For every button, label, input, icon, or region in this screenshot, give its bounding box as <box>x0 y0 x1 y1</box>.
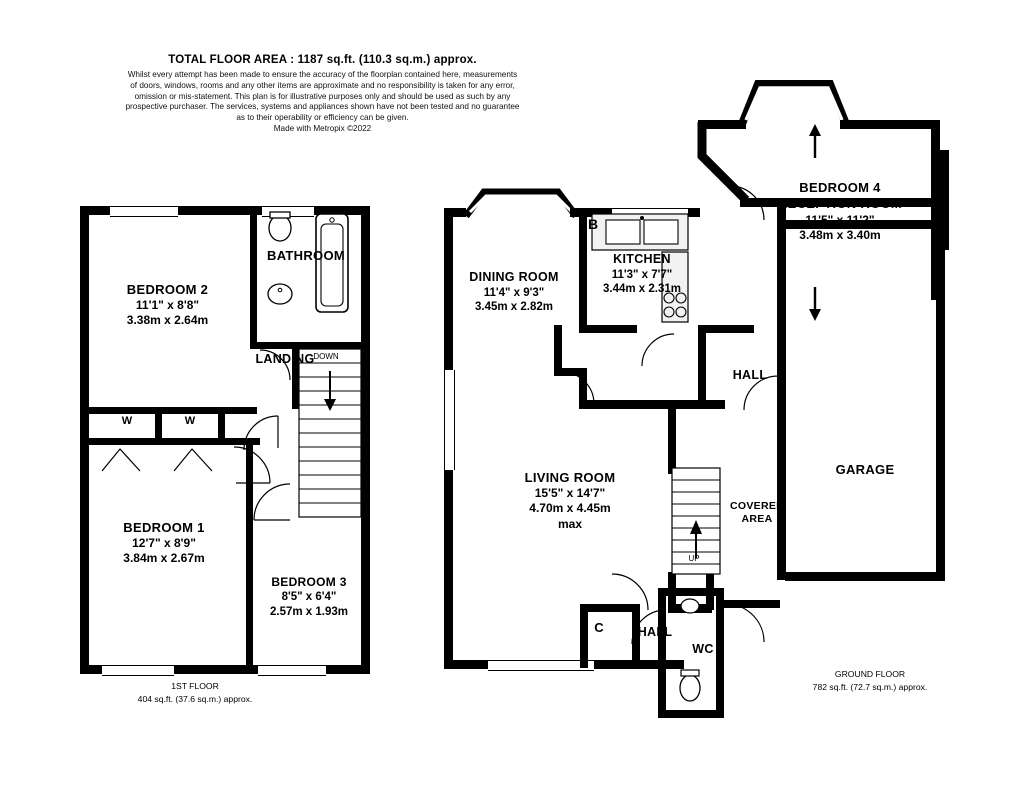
room-label-hall-lower <box>615 625 695 641</box>
window-living-bottom <box>488 660 594 671</box>
room-label-hall-upper <box>710 368 790 384</box>
room-label-bedroom3 <box>248 575 370 619</box>
room-name-bedroom2: BEDROOM 2 <box>126 282 209 297</box>
window-bedroom3-bottom <box>258 665 326 676</box>
wall-garage-right <box>936 220 945 580</box>
stairs-up-label: UP <box>688 554 700 563</box>
first-floor-name: 1ST FLOOR <box>171 681 219 691</box>
wall-garage-bottom <box>785 572 945 581</box>
made-with-credit: Made with Metropix ©2022 <box>273 124 372 134</box>
first-floor-plan <box>80 200 380 690</box>
room-imperial-bedroom2: 11'1" x 8'8" <box>135 298 200 313</box>
room-imperial-kitchen: 11'3" x 7'7" <box>611 268 673 281</box>
door-dining-living <box>558 368 598 412</box>
wall-kitchen-right <box>698 333 706 409</box>
disclaimer-line-1: Whilst every attempt has been made to ensure the accuracy of the floorplan contained here, measurements <box>127 70 518 79</box>
boiler-label: B <box>587 216 599 232</box>
window-bedroom2-top <box>110 206 178 217</box>
room-name-bedroom1: BEDROOM 1 <box>123 520 205 535</box>
door-hall-covered <box>720 600 774 644</box>
total-floor-area: TOTAL FLOOR AREA : 1187 sq.ft. (110.3 sq.m.) approx. <box>168 54 477 66</box>
room-note-living: max <box>557 516 583 531</box>
room-name-covered-2: AREA <box>741 513 773 526</box>
room-name-hall-upper: HALL <box>732 368 768 382</box>
room-label-covered-area <box>712 500 802 526</box>
wall-bedroom2-bottom <box>80 407 257 414</box>
bathroom-fixtures <box>258 212 362 342</box>
window-left-blank <box>444 320 453 322</box>
room-name-dining: DINING ROOM <box>469 270 559 284</box>
window-living-left <box>444 370 455 470</box>
room-name-wc: WC <box>692 642 714 656</box>
room-label-bathroom <box>246 248 366 264</box>
room-name-landing: LANDING <box>255 352 315 366</box>
disclaimer-line-2: of doors, windows, rooms and any other items are approximate and no responsibility is taken for any error, <box>130 80 515 90</box>
wall-kitchen-right-top <box>698 325 754 333</box>
disclaimer-line-3: omission or mis-statement. This plan is for illustrative purposes only and should be used as such by any <box>134 91 511 101</box>
room-imperial-bedroom4: 11'5" x 11'2" <box>805 212 875 227</box>
room-metric-dining: 3.45m x 2.82m <box>474 301 553 314</box>
cupboard-label: C <box>594 620 604 635</box>
wardrobe-label-left: W <box>184 415 196 427</box>
first-floor-area: 404 sq.ft. (37.6 sq.m.) approx. <box>137 693 253 704</box>
door-wardrobe-right <box>172 445 218 475</box>
room-name-bedroom4-alt: RECEPTION ROOM <box>777 196 903 212</box>
wall-reception-top-right <box>840 120 940 129</box>
room-imperial-bedroom1: 12'7" x 8'9" <box>132 536 196 551</box>
room-label-bedroom1 <box>80 520 248 567</box>
room-imperial-dining: 11'4" x 9'3" <box>483 286 545 299</box>
stairs-down-label: DOWN <box>313 352 339 361</box>
room-imperial-living: 15'5" x 14'7" <box>534 486 606 501</box>
arrow-bay-up <box>806 122 824 160</box>
door-kitchen-dining <box>636 332 680 372</box>
ground-floor-plan <box>440 80 960 720</box>
door-wardrobe-left <box>100 445 146 475</box>
room-metric-living: 4.70m x 4.45m <box>529 501 611 516</box>
room-name-hall-lower: HALL <box>637 625 673 639</box>
wall-living-stairs <box>668 400 676 474</box>
room-metric-bedroom3: 2.57m x 1.93m <box>269 605 348 618</box>
room-label-bedroom2 <box>80 282 255 329</box>
dining-bay-window <box>462 184 592 224</box>
room-name-bathroom: BATHROOM <box>267 248 345 263</box>
room-label-dining <box>444 270 584 315</box>
room-label-living <box>470 470 670 532</box>
room-name-bedroom4: BEDROOM 4 <box>799 180 881 195</box>
wall-dining-bottom-right <box>579 325 637 333</box>
room-label-garage <box>800 462 930 478</box>
room-name-kitchen: KITCHEN <box>613 252 671 266</box>
room-name-living: LIVING ROOM <box>524 470 616 485</box>
ground-floor-name: GROUND FLOOR <box>834 669 906 679</box>
ground-floor-area: 782 sq.ft. (72.7 sq.m.) approx. <box>812 681 928 692</box>
room-metric-bedroom1: 3.84m x 2.67m <box>123 551 205 566</box>
room-name-garage: GARAGE <box>835 462 895 477</box>
staircase-first-floor <box>299 349 365 519</box>
first-floor-caption <box>50 680 340 706</box>
room-label-kitchen <box>580 252 704 297</box>
room-name-bedroom3: BEDROOM 3 <box>271 575 347 589</box>
disclaimer-line-5: as to their operability or efficiency can be given. <box>236 113 409 123</box>
door-landing-bedroom1 <box>220 443 272 485</box>
room-label-bedroom4 <box>740 180 940 243</box>
door-bedroom3 <box>250 480 300 522</box>
wall-cupboard-left <box>580 604 588 668</box>
wall-garage-left <box>777 390 786 580</box>
disclaimer-line-4: prospective purchaser. The services, systems and appliances shown have not been tested and no guarantee <box>125 102 520 112</box>
room-name-covered: COVERED <box>729 500 785 512</box>
room-metric-bedroom4: 3.48m x 3.40m <box>799 227 881 242</box>
arrow-reception-down <box>806 285 824 323</box>
room-metric-bedroom2: 3.38m x 2.64m <box>126 313 209 328</box>
wardrobe-label-right: W <box>121 415 133 427</box>
room-label-wc <box>668 642 738 658</box>
ground-floor-caption <box>750 668 990 694</box>
window-bedroom1-bottom <box>102 665 174 676</box>
room-metric-kitchen: 3.44m x 2.31m <box>602 283 681 296</box>
room-imperial-bedroom3: 8'5" x 6'4" <box>281 591 337 604</box>
